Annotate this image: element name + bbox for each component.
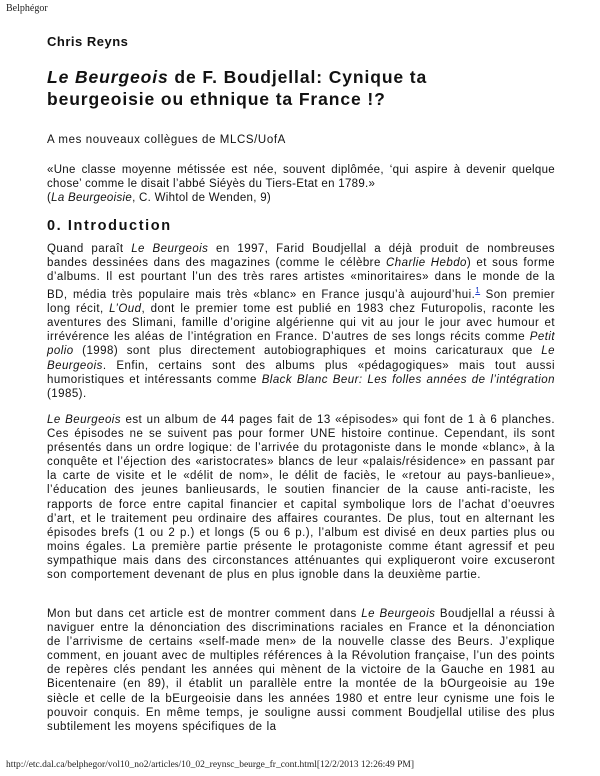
epigraph-source-rest: , C. Wihtol de Wenden, 9) — [132, 192, 272, 204]
paragraph-2 — [47, 413, 555, 582]
p2-text: est un album de 44 pages fait de 13 «épisodes» qui font de 1 à 6 planches. Ces épisodes ne se suivent pas pour former UNE histoire continue. Cependant, ils sont présentés dans un ordre logique: de l’arrivée du protagoniste dans le monde «blanc», à la conquête et l’éjection des «aristocrates» blancs de leur «palais/résidence» en passant par la carte de visite et le «délit de nom», le délit de faciès, le «retour au pays-banlieue», l’éducation des jeunes banlieusards, le soutien financier de la cause anti-raciste, les rapports de force entre capital financier et capital symbolique lors de l’achat d’oeuvres d’art, et le traitement peu ordinaire des affaires courantes. De plus, tout en alternant les épisodes brefs (1 ou 2 p.) et longs (5 ou 6 p.), l’album est divisé en deux parties plus ou moins égales. La première partie présente le protagoniste comme étant agressif et peu sympathique mais dans des circonstances atténuantes qui expliqueront voire excuseront son comportement devenant de plus en plus ignoble dans la deuxième partie. — [47, 414, 555, 582]
p1-text: (1985). — [47, 387, 87, 400]
section-heading: 0. Introduction — [47, 218, 172, 234]
dedication: A mes nouveaux collègues de MLCS/UofA — [47, 134, 286, 146]
p1-title: Le Beurgeois — [47, 345, 555, 372]
p1-text: ) et sous forme d’albums. Il est pourtant l’un des très rares artistes «minoritaires» dans le monde de la BD, média très populaire mais très «blanc» en France jusqu’à aujourd’hui. — [47, 257, 555, 302]
title-rest: de F. Boudjellal: Cynique ta — [168, 67, 428, 87]
p1-title: Charlie Hebdo — [386, 257, 467, 270]
page-footer-url: http://etc.dal.ca/belphegor/vol10_no2/articles/10_02_reynsc_beurge_fr_cont.html[12/2/2013 12:26:49 PM] — [6, 760, 414, 770]
p1-text: (1998) sont plus directement autobiographiques et moins caricaturaux que — [73, 345, 542, 358]
epigraph-source-title: La Beurgeoisie — [51, 192, 133, 204]
p1-text: . Enfin, certains sont des albums plus «pédagogiques» mais tout aussi humoristiques et intéressants comme — [47, 359, 555, 386]
paragraph-1 — [47, 242, 555, 401]
p1-text: , dont le premier tome est publié en 1983 chez Futuropolis, raconte les aventures des Slimani, famille d’origine algérienne qui vit au jour le jour avec humour et irrévérence les aléas de l’intégration en France. D’autres de ses longs récits comme — [47, 303, 555, 344]
p1-title: Black Blanc Beur: Les folles années de l’intégration — [261, 373, 555, 386]
p1-title: L’Oud — [109, 303, 142, 316]
footnote-link[interactable]: 1 — [475, 286, 481, 296]
p3-text: Boudjellal a réussi à naviguer entre la dénonciation des discriminations raciales en France et la dénonciation de l’arrivisme de certains «self-made men» de la nouvelle classe des Beurs. J’explique comment, en jouant avec de multiples références à la Révolution française, l’un des points de repères clés pendant les années qui mènent de la victoire de la Gauche en 1981 au Bicentenaire (en 89), il établit un parallèle entre la montée de la bOurgeoisie au 19e siècle et celle de la bEurgeoisie dans les années 1980 et entre leur cynisme une fois le pouvoir conquis. En même temps, je souligne aussi comment Boudjellal utilise des plus subtilement les moyens spécifiques de la — [47, 608, 555, 733]
p2-title: Le Beurgeois — [47, 414, 121, 426]
p1-title: Le Beurgeois — [131, 243, 209, 255]
p1-title: Petit polio — [47, 331, 555, 358]
p3-title: Le Beurgeois — [361, 608, 436, 620]
p3-text: Mon but dans cet article est de montrer comment dans — [47, 608, 362, 620]
p1-text: en 1997, Farid Boudjellal a déjà produit de nombreuses bandes dessinées dans des magazines (comme le célèbre — [47, 243, 555, 270]
paragraph-3 — [47, 607, 555, 734]
p1-text: Son premier long récit, — [47, 289, 556, 316]
epigraph — [47, 163, 555, 205]
article-title — [47, 66, 555, 110]
page-header: Belphégor — [6, 3, 48, 14]
title-italic: Le Beurgeois — [47, 67, 169, 87]
epigraph-paren: ( — [47, 192, 52, 204]
title-line2: beurgeoisie ou ethnique ta France !? — [47, 89, 386, 109]
epigraph-source — [47, 191, 555, 205]
author-name: Chris Reyns — [47, 34, 129, 49]
p1-text: Quand paraît — [47, 243, 132, 255]
epigraph-text: «Une classe moyenne métissée est née, souvent diplômée, ‘qui aspire à devenir quelque chose’ comme le disait l’abbé Siéyès du Tiers-Etat en 1789.» — [47, 164, 555, 190]
